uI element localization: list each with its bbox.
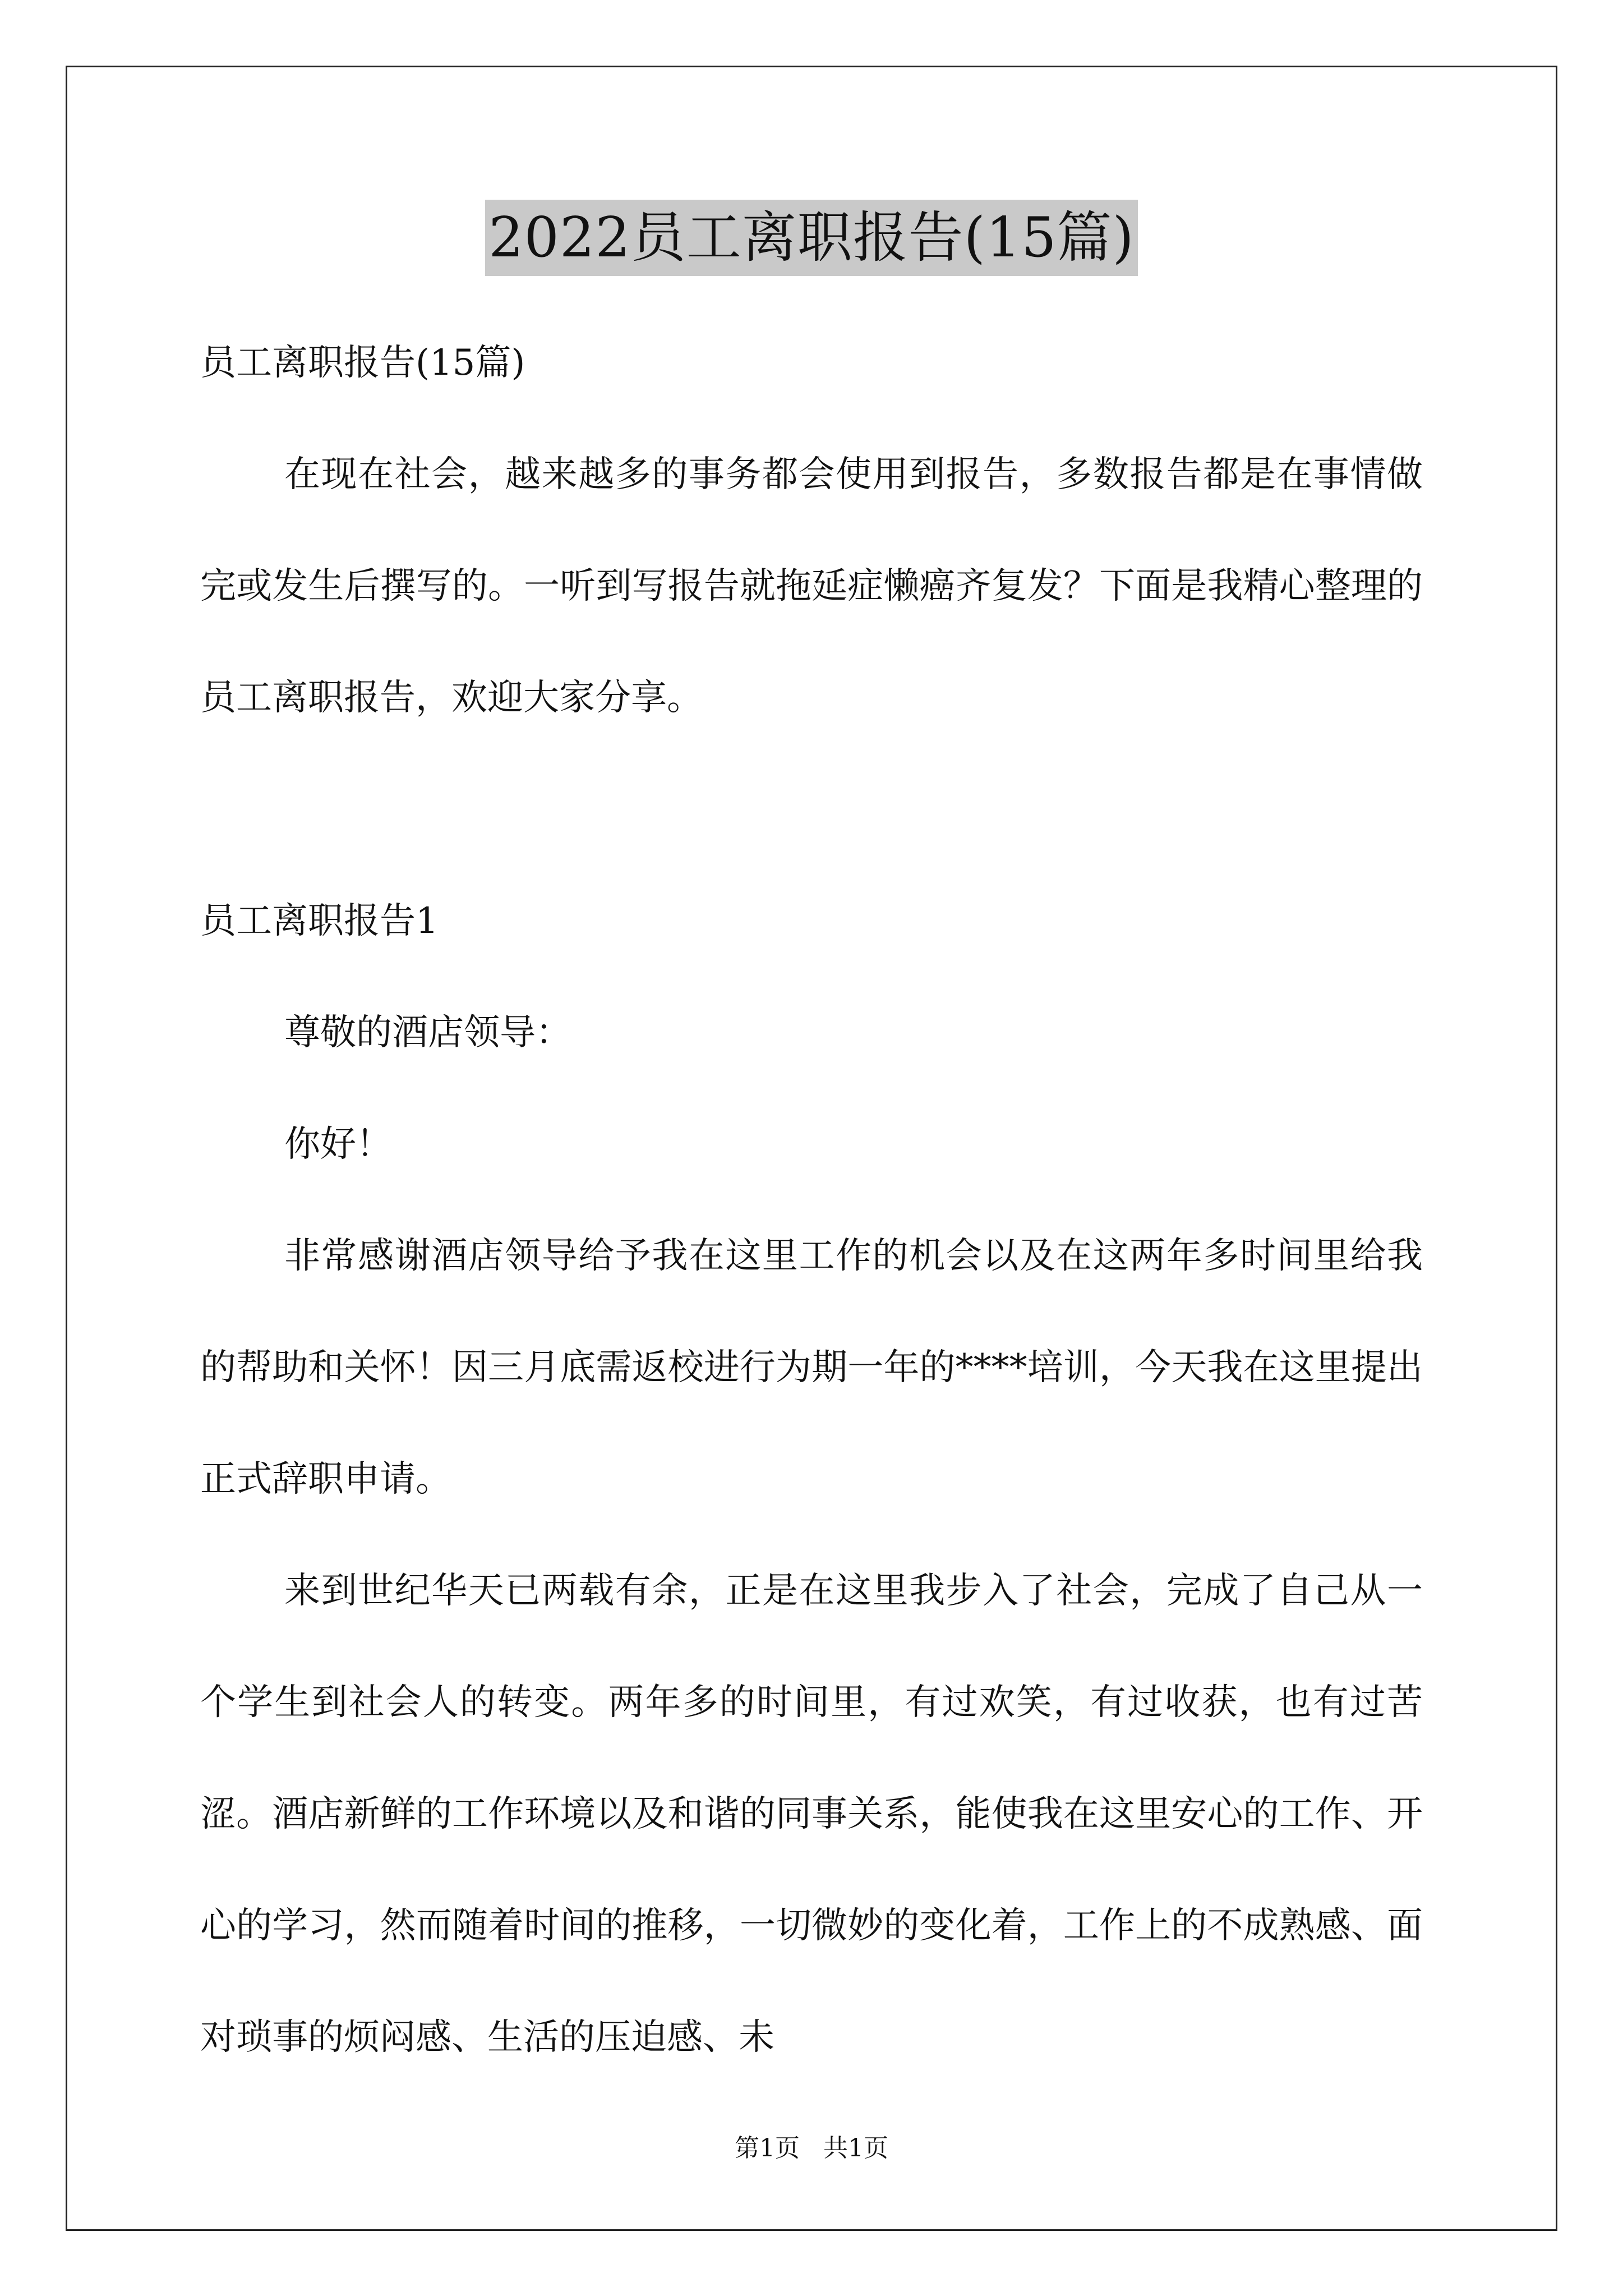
intro-paragraph: 在现在社会，越来越多的事务都会使用到报告，多数报告都是在事情做完或发生后撰写的。一听到写报告就拖延症懒癌齐复发？下面是我精心整理的员工离职报告，欢迎大家分享。 — [200, 454, 1423, 719]
body-paragraph-2: 来到世纪华天已两载有余，正是在这里我步入了社会，完成了自己从一个学生到社会人的转变。两年多的时间里，有过欢笑，有过收获，也有过苦涩。酒店新鲜的工作环境以及和谐的同事关系，能使我在这里安心的工作、开心的学习，然而随着时间的推移，一切微妙的变化着，工作上的不成熟感、面对琐事的烦闷感、生活的压迫感、未 — [200, 1570, 1423, 2058]
document-title: 2022员工离职报告(15篇) — [485, 200, 1138, 276]
subtitle: 员工离职报告(15篇) — [200, 342, 525, 384]
greeting: 你好！ — [284, 1124, 392, 1165]
section-heading: 员工离职报告1 — [200, 900, 439, 942]
spacer — [200, 754, 1423, 866]
title-container — [0, 200, 1623, 276]
document-body — [200, 307, 1423, 2093]
salutation: 尊敬的酒店领导： — [284, 1012, 571, 1053]
page-footer: 第1页 共1页 — [735, 2134, 888, 2162]
body-paragraph-1: 非常感谢酒店领导给予我在这里工作的机会以及在这两年多时间里给我的帮助和关怀！因三月底需返校进行为期一年的****培训，今天我在这里提出正式辞职申请。 — [200, 1235, 1423, 1500]
